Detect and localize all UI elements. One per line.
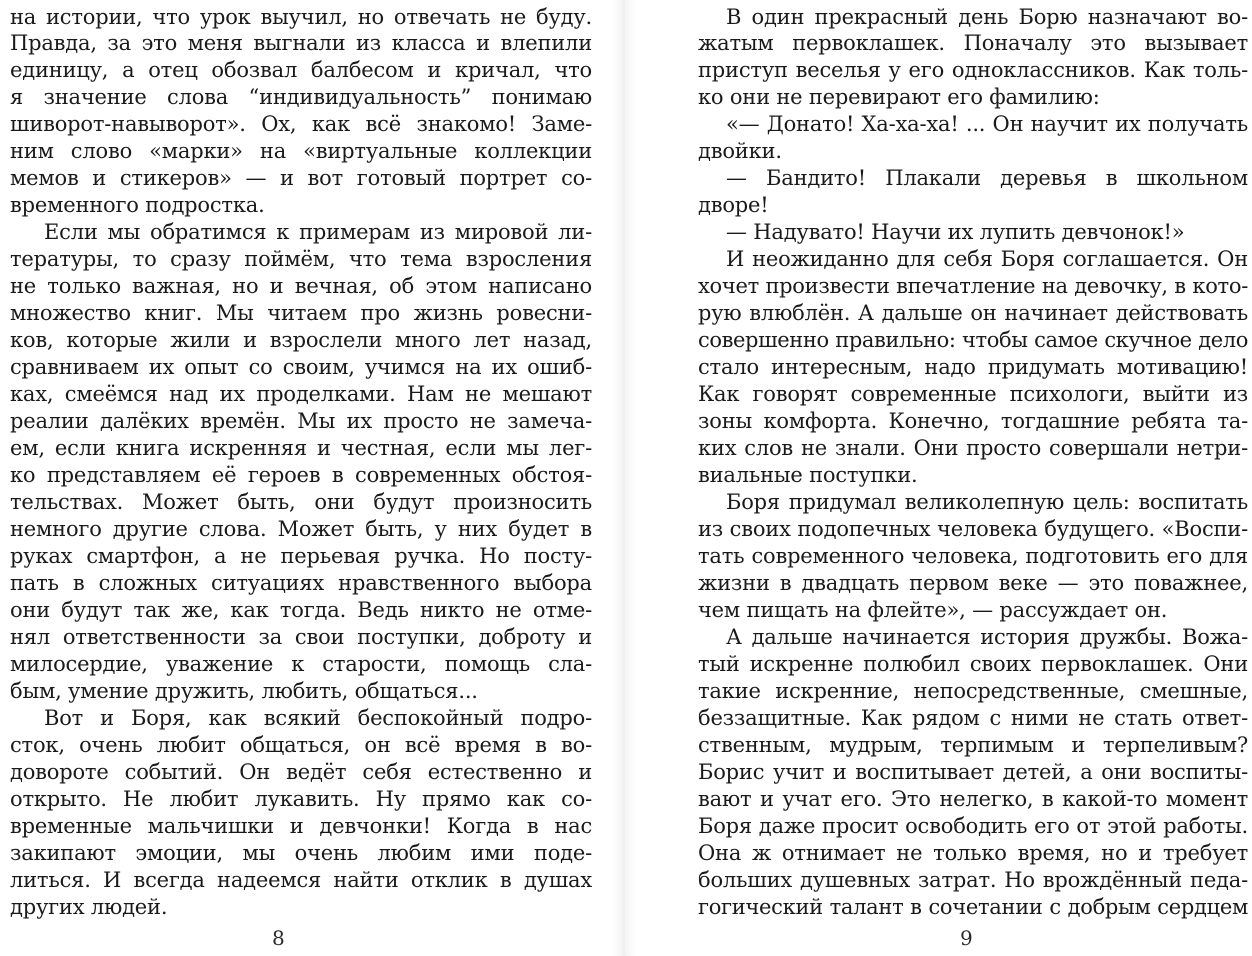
text-line: больших душевных затрат. Но врождённый педа- — [698, 868, 1248, 892]
text-line: Она ж отнимает не только время, но и требует — [698, 841, 1248, 865]
text-line: нял ответственности за свои поступки, доброту и — [10, 625, 592, 649]
text-line: из своих подопечных человека будущего. «Воспи- — [698, 517, 1248, 541]
text-line: Как говорят современные психологи, выйти из — [698, 382, 1248, 406]
text-line: тельствах. Может быть, они будут произносить — [10, 490, 592, 514]
text-line: ках, смеёмся над их проделками. Нам не мешают — [10, 382, 592, 406]
text-line: ких слов не знали. Они просто совершали нетри- — [698, 436, 1248, 460]
text-line: тать современного человека, подготовить его для — [698, 544, 1248, 568]
text-line: беззащитные. Как рядом с ними не стать ответ- — [698, 706, 1248, 730]
text-line: жизни в двадцать первом веке — это поважнее, — [698, 571, 1248, 595]
text-line: не только важная, но и вечная, об этом написано — [10, 274, 592, 298]
text-line: Борис учит и воспитывает детей, а они воспиты- — [698, 760, 1248, 784]
text-line: я значение слова “индивидуальность” понимаю — [10, 85, 592, 109]
page-number-right: 9 — [960, 926, 973, 950]
text-line: открыто. Не любит лукавить. Ну прямо как со- — [10, 787, 592, 811]
text-line: временные мальчишки и девчонки! Когда в нас — [10, 814, 592, 838]
text-line: реалии далёких времён. Мы их просто не замеча- — [10, 409, 592, 433]
text-line: литься. И всегда надеемся найти отклик в душах — [10, 868, 592, 892]
text-line: ко представляем её героев в современных обстоя- — [10, 463, 592, 487]
right-page — [646, 0, 1252, 956]
text-line: жатым первоклашек. Поначалу это вызывает — [698, 31, 1248, 55]
text-line: стало интересным, надо придумать мотивацию! — [698, 355, 1248, 379]
book-gutter — [612, 0, 636, 956]
text-line: ним слово «марки» на «виртуальные коллекции — [10, 139, 592, 163]
text-line: такие искренние, непосредственные, смешные, — [698, 679, 1248, 703]
text-line: мемов и стикеров» — и вот готовый портрет со- — [10, 166, 592, 190]
text-line: других людей. — [10, 895, 168, 919]
text-line: рую влюблён. А дальше он начинает действовать — [698, 301, 1248, 325]
text-line: ков, которые жили и взрослели много лет назад, — [10, 328, 592, 352]
text-line: множество книг. Мы читаем про жизнь ровесни- — [10, 301, 592, 325]
text-line: А дальше начинается история дружбы. Вожа- — [726, 625, 1248, 649]
text-line: пать в сложных ситуациях нравственного выбора — [10, 571, 592, 595]
text-line: зоны комфорта. Конечно, тогдашние ребята та- — [698, 409, 1248, 433]
text-line: дворе! — [698, 193, 769, 217]
text-line: ко они не перевирают его фамилию: — [698, 85, 1100, 109]
text-line: единицу, а отец обозвал балбесом и кричал, что — [10, 58, 592, 82]
text-line: хочет произвести впечатление на девочку, в кото- — [698, 274, 1248, 298]
text-line: Боря даже просит освободить его от этой работы. — [698, 814, 1248, 838]
text-line: бым, умение дружить, любить, общаться... — [10, 679, 478, 703]
text-line: виальные поступки. — [698, 463, 918, 487]
text-line: чем пищать на флейте», — рассуждает он. — [698, 598, 1168, 622]
text-line: они будут так же, как тогда. Ведь никто не отме- — [10, 598, 592, 622]
text-line: сравниваем их опыт со своим, учимся на их ошиб- — [10, 355, 592, 379]
text-line: совершенно правильно: чтобы самое скучное дело — [698, 328, 1248, 352]
text-line: шиворот-навыворот». Ох, как всё знакомо! Заме- — [10, 112, 592, 136]
text-line: — Надувато! Научи их лупить девчонок!» — [726, 220, 1185, 244]
text-line: немного другие слова. Может быть, у них будет в — [10, 517, 592, 541]
text-line: довороте событий. Он ведёт себя естественно и — [10, 760, 592, 784]
text-line: — Бандито! Плакали деревья в школьном — [726, 166, 1248, 190]
text-line: временного подростка. — [10, 193, 265, 217]
text-line: В один прекрасный день Борю назначают во- — [726, 5, 1248, 29]
text-line: Боря придумал великолепную цель: воспитать — [726, 490, 1248, 514]
text-line: приступ веселья у его одноклассников. Как толь- — [698, 58, 1248, 82]
text-line: милосердие, уважение к старости, помощь сла- — [10, 652, 592, 676]
text-line: Правда, за это меня выгнали из класса и влепили — [10, 31, 592, 55]
text-line: руках смартфон, а не перьевая ручка. Но посту- — [10, 544, 592, 568]
text-line: тый искренне полюбил своих первоклашек. Они — [698, 652, 1248, 676]
text-line: гогический талант в сочетании с добрым сердцем — [698, 895, 1248, 919]
text-line: ем, если книга искренняя и честная, если мы лег- — [10, 436, 592, 460]
left-page — [0, 0, 600, 956]
text-line: вают и учат его. Это нелегко, в какой-то момент — [698, 787, 1248, 811]
text-line: Если мы обратимся к примерам из мировой ли- — [44, 220, 592, 244]
text-line: на истории, что урок выучил, но отвечать не буду. — [10, 5, 592, 29]
text-line: закипают эмоции, мы очень любим ими поде- — [10, 841, 592, 865]
text-line: ственным, мудрым, терпимым и терпеливым? — [698, 733, 1248, 757]
text-line: двойки. — [698, 139, 782, 163]
text-line: И неожиданно для себя Боря соглашается. Он — [726, 247, 1248, 271]
text-line: «— Донато! Ха-ха-ха! ... Он научит их получать — [726, 112, 1248, 136]
text-line: тературы, то сразу поймём, что тема взросления — [10, 247, 592, 271]
text-line: Вот и Боря, как всякий беспокойный подро- — [44, 706, 592, 730]
page-number-left: 8 — [272, 926, 285, 950]
text-line: сток, очень любит общаться, он всё время в во- — [10, 733, 592, 757]
